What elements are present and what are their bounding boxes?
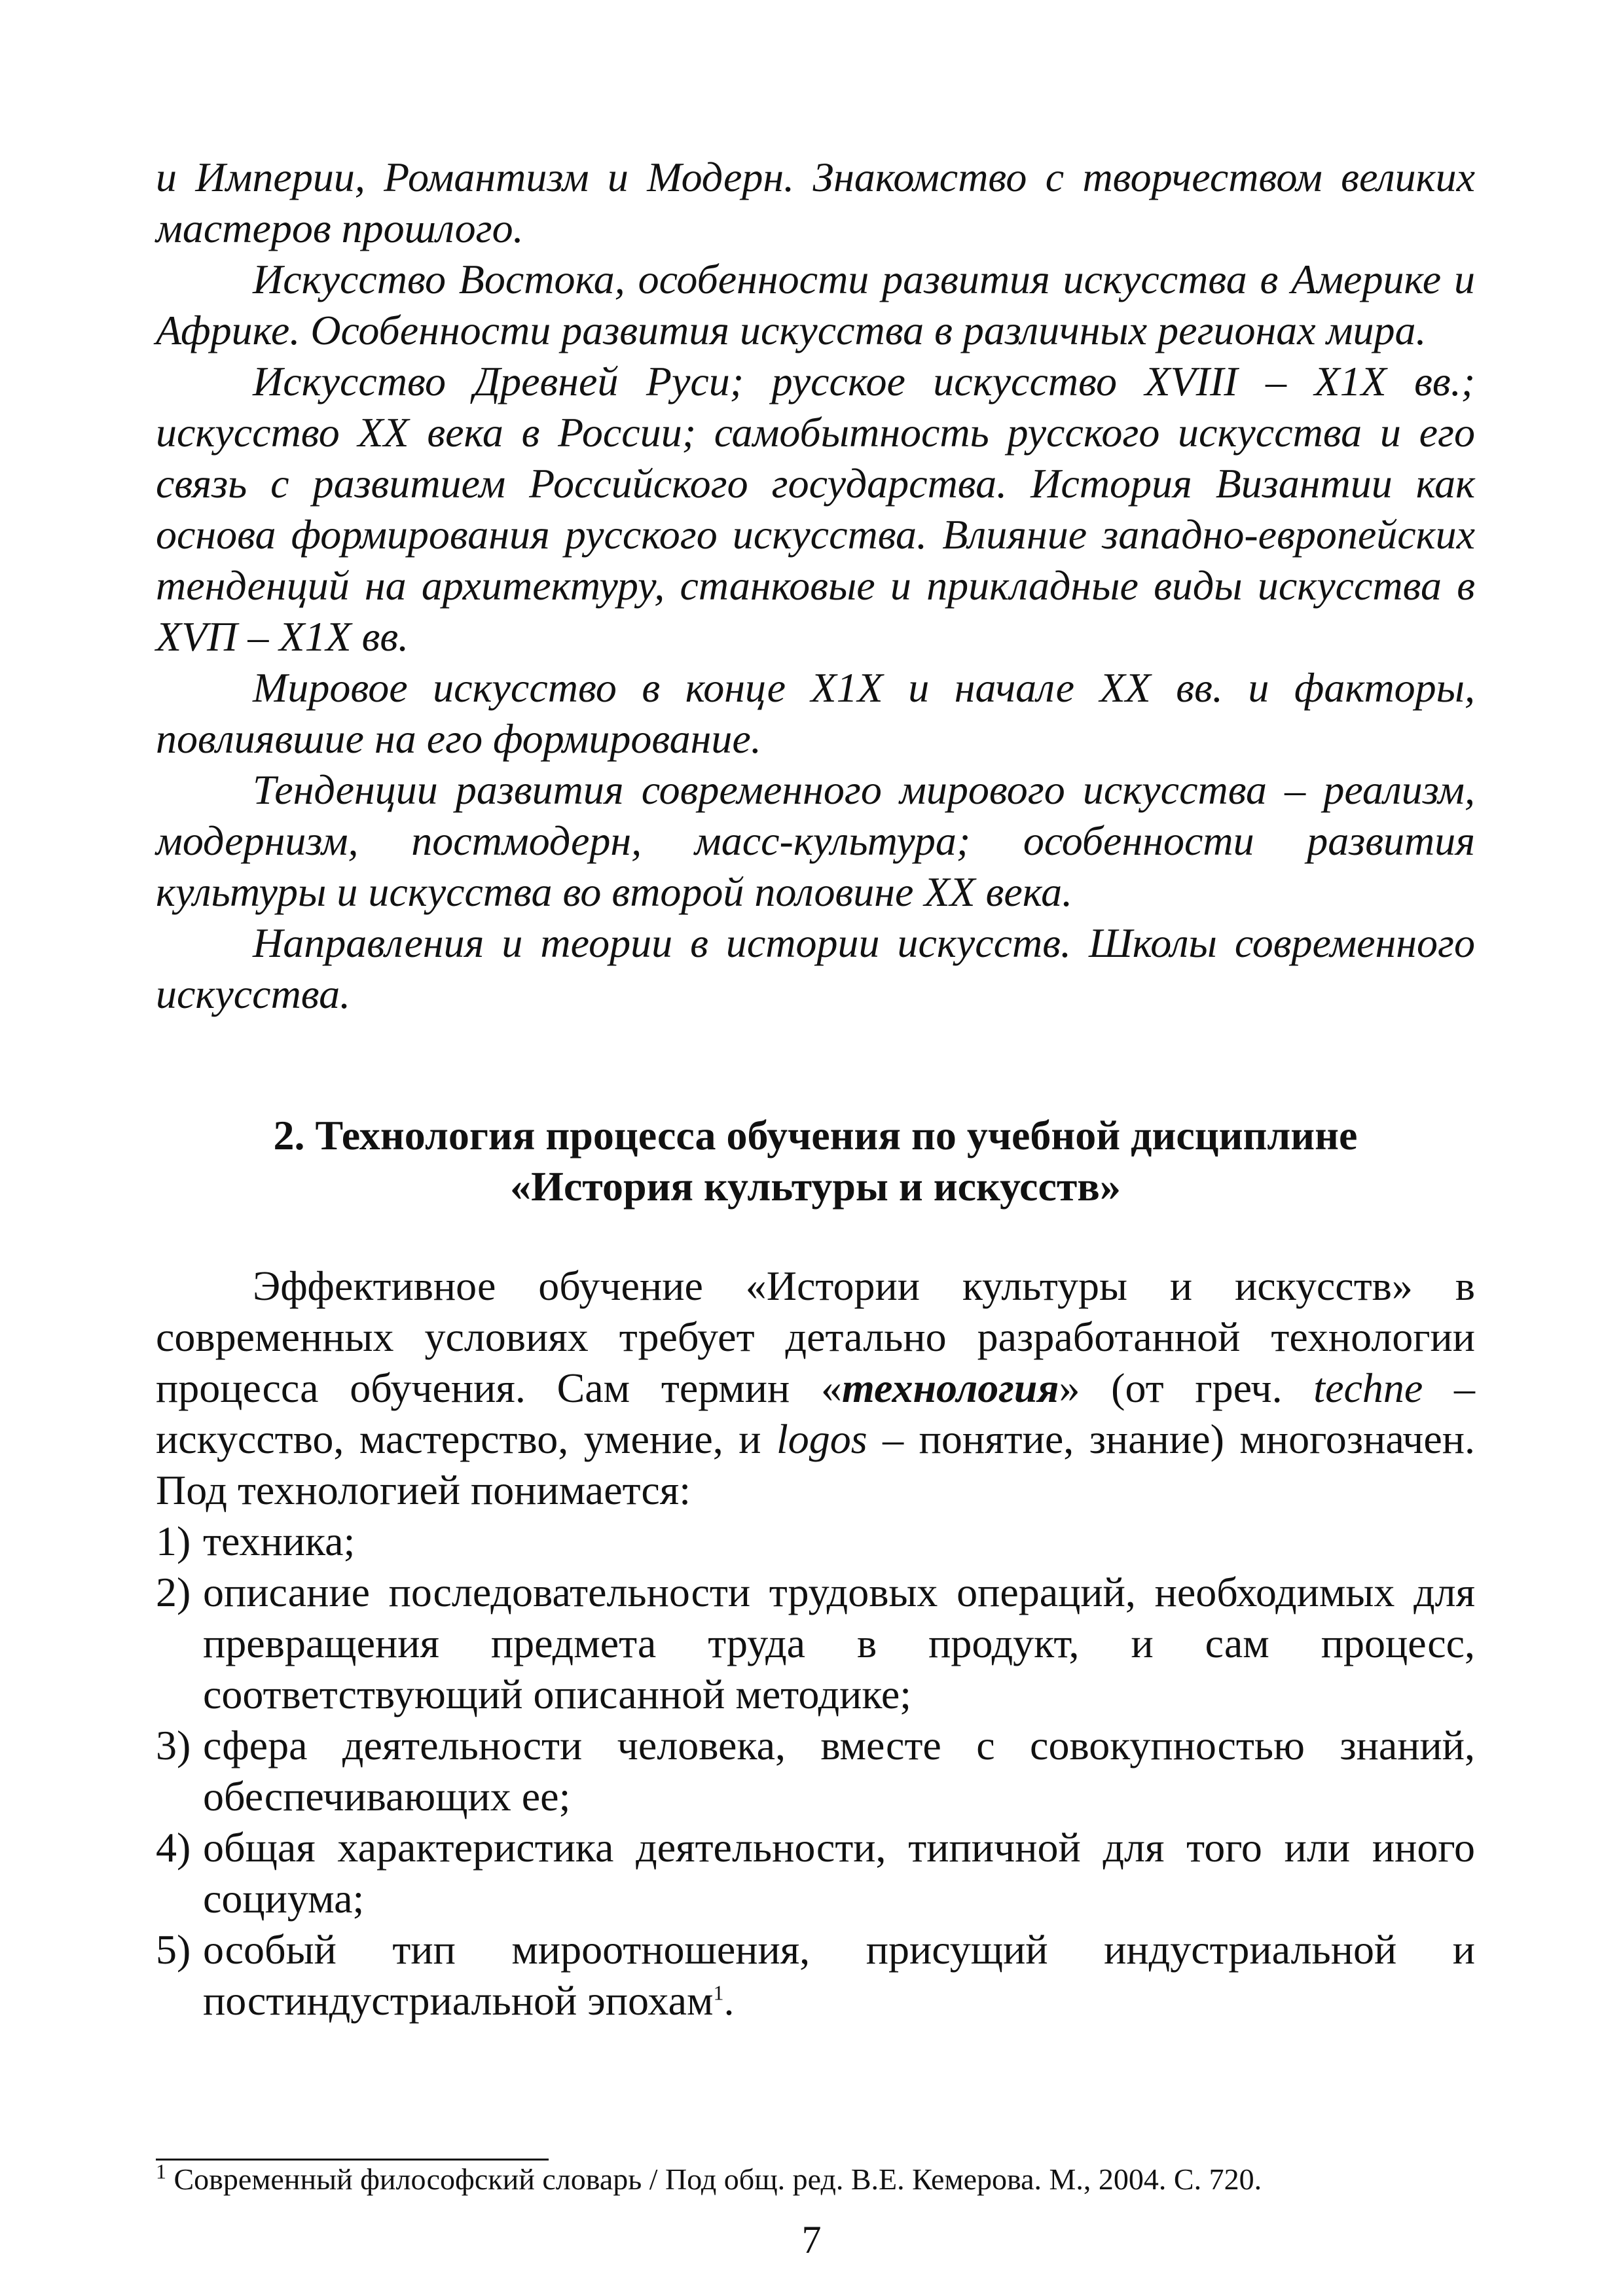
paragraph-east-art: Искусство Востока, особенности развития искусства в Америке и Африке. Особенности развития искусства в различных регионах мира. [156, 256, 1475, 353]
section-heading-line-1: 2. Технология процесса обучения по учебной дисциплине [273, 1112, 1358, 1158]
intro-text-3: – искусство, мастерство, умение, и [156, 1365, 1476, 1462]
list-item [156, 1924, 1475, 2026]
list-item-number: 2) [156, 1569, 191, 1615]
list-item-text: описание последовательности трудовых операций, необходимых для превращения предмета труда в продукт, и сам процесс, соответствующий описанной методике; [203, 1569, 1475, 1717]
paragraph-old-rus-art: Искусство Древней Руси; русское искусство XVIII – X1X вв.; искусство XX века в России; самобытность русского искусства и его связь с развитием Российского государства. История Византии как основа формирования русского искусства. Влияние западно-европейских тенденций на архитектуру, станковые и прикладные виды искусства в XVП – X1X вв. [156, 358, 1475, 660]
list-item-number: 4) [156, 1824, 191, 1871]
footnote-text: Современный философский словарь / Под общ. ред. В.Е. Кемерова. М., 2004. С. 720. [166, 2162, 1262, 2196]
term-technology: технология [842, 1365, 1059, 1411]
term-logos: logos [776, 1416, 867, 1462]
paragraph-world-art: Мировое искусство в конце X1X и начале XX вв. и факторы, повлиявшие на его формирование. [156, 664, 1475, 762]
paragraph-modern-trends: Тенденции развития современного мирового искусства – реализм, модернизм, постмодерн, масс-культура; особенности развития культуры и искусства во второй половине XX века. [156, 766, 1475, 915]
term-techne: techne [1313, 1365, 1423, 1411]
course-content-list [156, 152, 1475, 1020]
list-item-end: . [723, 1977, 735, 2024]
intro-text-1: Эффективное обучение «Истории культуры и искусств» в современных условиях требует детально разработанной технологии процесса обучения. Сам термин « [156, 1263, 1475, 1411]
list-item-text: техника; [203, 1518, 356, 1564]
list-item-number: 1) [156, 1518, 191, 1564]
list-item [156, 1822, 1475, 1924]
list-item-number: 3) [156, 1722, 191, 1768]
list-item-text: сфера деятельности человека, вместе с совокупностью знаний, обеспечивающих ее; [203, 1722, 1475, 1820]
intro-text-2: » (от греч. [1059, 1365, 1314, 1411]
list-item-text: общая характеристика деятельности, типичной для того или иного социума; [203, 1824, 1475, 1922]
footnote-reference[interactable]: 1 [713, 1981, 724, 2005]
paragraph-empire-romanticism: и Империи, Романтизм и Модерн. Знакомство с творчеством великих мастеров прошлого. [156, 154, 1475, 251]
page-number: 7 [801, 2218, 822, 2261]
technology-section-body [156, 1261, 1475, 2026]
list-item-text: особый тип мироотношения, присущий индустриальной и постиндустриальной эпохам [203, 1926, 1475, 2024]
list-item [156, 1720, 1475, 1822]
section-heading-line-2: «История культуры и искусств» [510, 1163, 1121, 1210]
section-heading [156, 1110, 1475, 1212]
paragraph-art-schools: Направления и теории в истории искусств. Школы современного искусства. [156, 920, 1475, 1017]
list-item [156, 1567, 1475, 1720]
list-item [156, 1516, 1475, 1567]
definitions-list [156, 1516, 1475, 2026]
list-item-number: 5) [156, 1926, 191, 1973]
intro-paragraph [156, 1261, 1475, 1516]
intro-text-4: – понятие, знание) многозначен. Под технологией понимается: [156, 1416, 1475, 1513]
footnote-marker: 1 [156, 2159, 166, 2183]
footnote [156, 2160, 1475, 2199]
